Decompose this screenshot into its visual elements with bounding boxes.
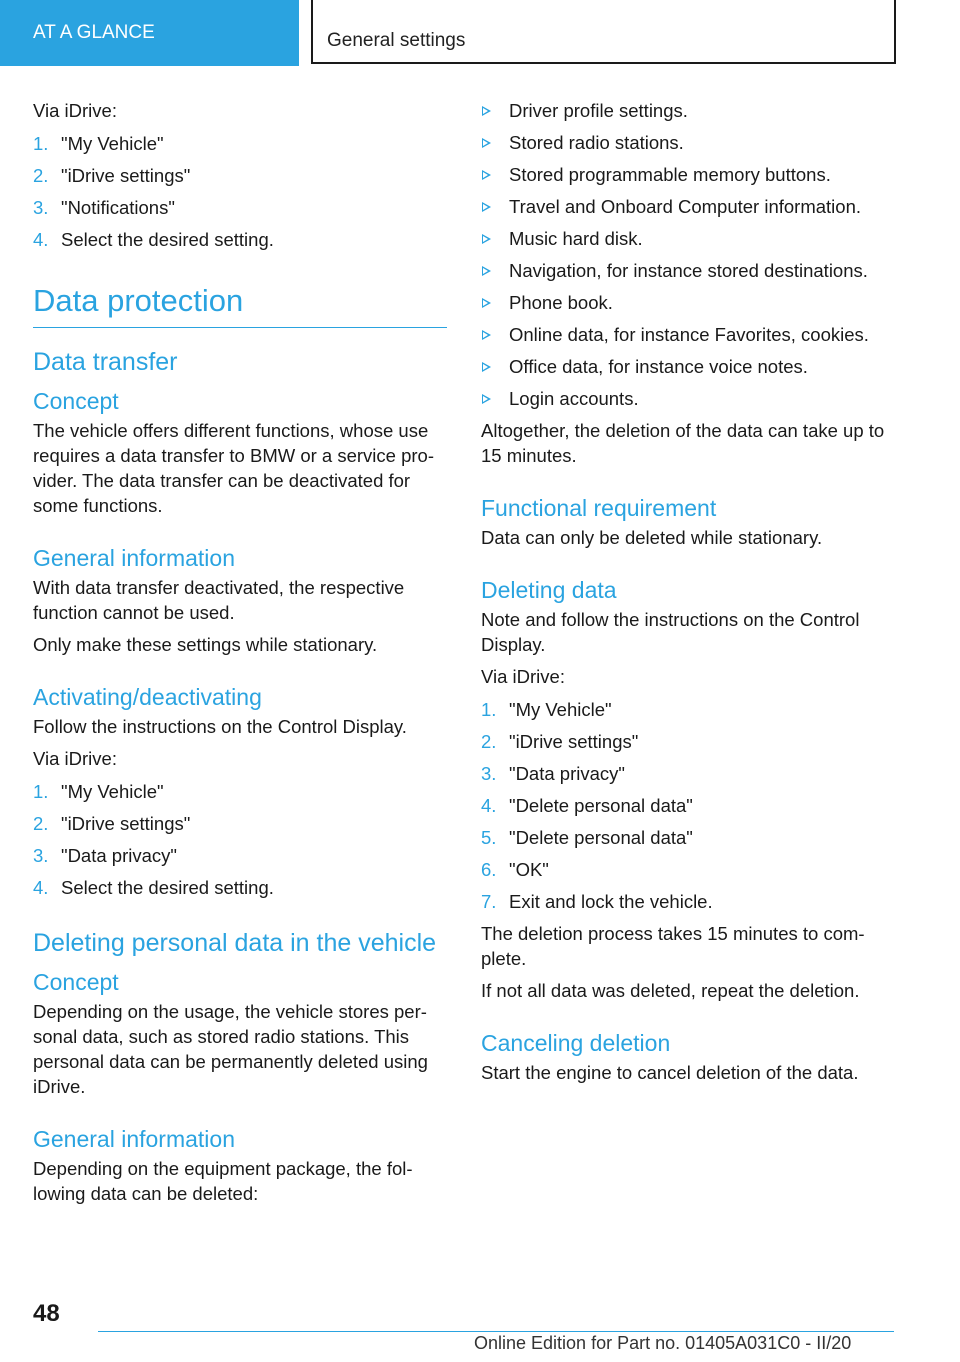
list-item: 3. "Data privacy": [481, 763, 625, 784]
privacy-steps: [33, 779, 447, 900]
via-idrive-label: Via iDrive:: [481, 666, 565, 687]
section-tab: AT A GLANCE: [0, 0, 299, 66]
triangle-bullet-icon: [482, 298, 491, 308]
left-column: [33, 98, 447, 1213]
footer-rule: [98, 1331, 894, 1332]
list-item: 2. "iDrive settings": [481, 731, 639, 752]
list-item: 1. "My Vehicle": [33, 781, 164, 802]
list-item: Driver profile settings.: [481, 98, 891, 123]
list-item: 1. "My Vehicle": [481, 699, 612, 720]
list-item: Phone book.: [481, 290, 891, 315]
list-item: 4. Select the desired setting.: [33, 229, 274, 250]
triangle-bullet-icon: [482, 394, 491, 404]
subsection-heading: General information: [33, 1126, 235, 1152]
paragraph: Data can only be deleted while stationary.: [481, 527, 823, 548]
list-item: 2. "iDrive settings": [33, 813, 191, 834]
subsection-heading: Concept: [33, 969, 119, 995]
list-item: 2. "iDrive settings": [33, 165, 191, 186]
list-item: Office data, for instance voice notes.: [481, 354, 891, 379]
list-item: Login accounts.: [481, 386, 891, 411]
list-item: 3. "Data privacy": [33, 845, 177, 866]
subsection-heading: Activating/deactivating: [33, 684, 262, 710]
list-item: 3. "Notifications": [33, 197, 175, 218]
chapter-title: General settings: [311, 0, 896, 64]
edition-note: Online Edition for Part no. 01405A031C0 - II/20: [474, 1333, 852, 1353]
subsection-heading: Canceling deletion: [481, 1030, 671, 1056]
list-item: 4. Select the desired setting.: [33, 877, 274, 898]
deletable-data-list: [481, 98, 891, 411]
paragraph: Altogether, the deletion of the data can take up to 15 minutes.: [481, 420, 885, 466]
triangle-bullet-icon: [482, 362, 491, 372]
page-number: 48: [33, 1300, 60, 1327]
page-header: [0, 0, 960, 66]
paragraph: The vehicle offers different functions, whose use requires a data transfer to BMW or a service pro- vider. The data transfer can be deactivated for some functions.: [33, 420, 434, 516]
triangle-bullet-icon: [482, 202, 491, 212]
list-item: Navigation, for instance stored destinations.: [481, 258, 891, 283]
paragraph: Depending on the equipment package, the fol- lowing data can be deleted:: [33, 1158, 413, 1204]
triangle-bullet-icon: [482, 138, 491, 148]
list-item: 6. "OK": [481, 859, 549, 880]
paragraph: Depending on the usage, the vehicle stores per- sonal data, such as stored radio stations. This personal data can be permanently deleted using iDrive.: [33, 1001, 428, 1097]
triangle-bullet-icon: [482, 234, 491, 244]
list-item: 7. Exit and lock the vehicle.: [481, 891, 713, 912]
via-idrive-label: Via iDrive:: [33, 748, 117, 769]
list-item: Stored radio stations.: [481, 130, 891, 155]
section-heading: Data transfer: [33, 348, 178, 376]
subsection-heading: Deleting data: [481, 577, 617, 603]
list-item: Stored programmable memory buttons.: [481, 162, 891, 187]
triangle-bullet-icon: [482, 330, 491, 340]
paragraph: If not all data was deleted, repeat the deletion.: [481, 980, 860, 1001]
triangle-bullet-icon: [482, 106, 491, 116]
list-item: 5. "Delete personal data": [481, 827, 693, 848]
triangle-bullet-icon: [482, 170, 491, 180]
notification-steps: [33, 131, 447, 252]
paragraph: Note and follow the instructions on the Control Display.: [481, 609, 860, 655]
paragraph: The deletion process takes 15 minutes to com- plete.: [481, 923, 865, 969]
list-item: Online data, for instance Favorites, cookies.: [481, 322, 891, 347]
delete-steps: [481, 697, 891, 914]
subsection-heading: Functional requirement: [481, 495, 717, 521]
list-item: 4. "Delete personal data": [481, 795, 693, 816]
page-heading: Data protection: [33, 283, 244, 318]
paragraph: Follow the instructions on the Control Display.: [33, 716, 407, 737]
list-item: 1. "My Vehicle": [33, 133, 164, 154]
list-item: Music hard disk.: [481, 226, 891, 251]
section-heading: Deleting personal data in the vehicle: [33, 929, 437, 957]
triangle-bullet-icon: [482, 266, 491, 276]
paragraph: Only make these settings while stationary.: [33, 634, 378, 655]
data-protection-heading-block: [33, 281, 447, 328]
right-column: [481, 98, 891, 1092]
paragraph: Start the engine to cancel deletion of the data.: [481, 1062, 859, 1083]
subsection-heading: Concept: [33, 388, 119, 414]
via-idrive-label: Via iDrive:: [33, 100, 117, 121]
paragraph: With data transfer deactivated, the respective function cannot be used.: [33, 577, 405, 623]
subsection-heading: General information: [33, 545, 235, 571]
list-item: Travel and Onboard Computer information.: [481, 194, 891, 219]
